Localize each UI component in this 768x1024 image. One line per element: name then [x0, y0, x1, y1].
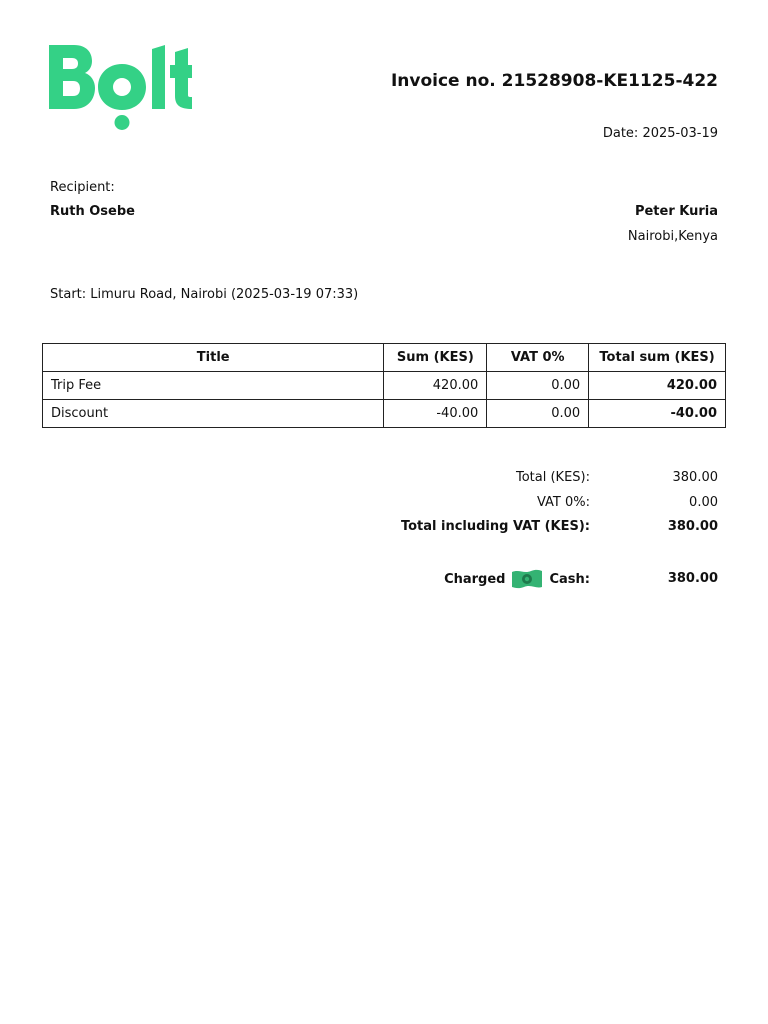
driver-location: Nairobi,Kenya: [627, 229, 718, 244]
total-label: Total (KES):: [515, 470, 590, 485]
row-sum: -40.00: [384, 400, 487, 428]
table-row: [43, 372, 726, 400]
vat-value: 0.00: [689, 495, 718, 510]
row-total: -40.00: [589, 400, 726, 428]
row-sum: 420.00: [384, 372, 487, 400]
vat-label: VAT 0%:: [536, 495, 590, 510]
row-vat: 0.00: [487, 400, 589, 428]
charged-label: Charged: [444, 571, 506, 587]
cash-label: Cash:: [549, 571, 590, 587]
invoice-date: Date: 2025-03-19: [602, 126, 718, 141]
bolt-logo-icon: [48, 44, 194, 132]
table-header-row: [43, 344, 726, 372]
invoice-number: Invoice no. 21528908-KE1125-422: [390, 71, 718, 91]
header-sum: Sum (KES): [384, 344, 487, 372]
cash-banknote-icon: [511, 568, 543, 590]
table-row: [43, 400, 726, 428]
header-vat: VAT 0%: [487, 344, 589, 372]
header-title: Title: [43, 344, 384, 372]
row-title: Discount: [43, 400, 384, 428]
payment-method: [444, 568, 590, 590]
total-value: 380.00: [672, 470, 718, 485]
invoice-items-table: [42, 343, 726, 428]
trip-start: Start: Limuru Road, Nairobi (2025-03-19 07:33): [50, 287, 359, 302]
driver-name: Peter Kuria: [634, 204, 718, 219]
row-title: Trip Fee: [43, 372, 384, 400]
row-vat: 0.00: [487, 372, 589, 400]
total-incl-vat-label: Total including VAT (KES):: [400, 519, 590, 534]
recipient-name: Ruth Osebe: [50, 204, 135, 219]
charged-amount: 380.00: [667, 571, 718, 586]
bolt-logo: [48, 44, 194, 132]
row-total: 420.00: [589, 372, 726, 400]
header-total-sum: Total sum (KES): [589, 344, 726, 372]
total-incl-vat-value: 380.00: [667, 519, 718, 534]
recipient-label: Recipient:: [50, 180, 115, 195]
